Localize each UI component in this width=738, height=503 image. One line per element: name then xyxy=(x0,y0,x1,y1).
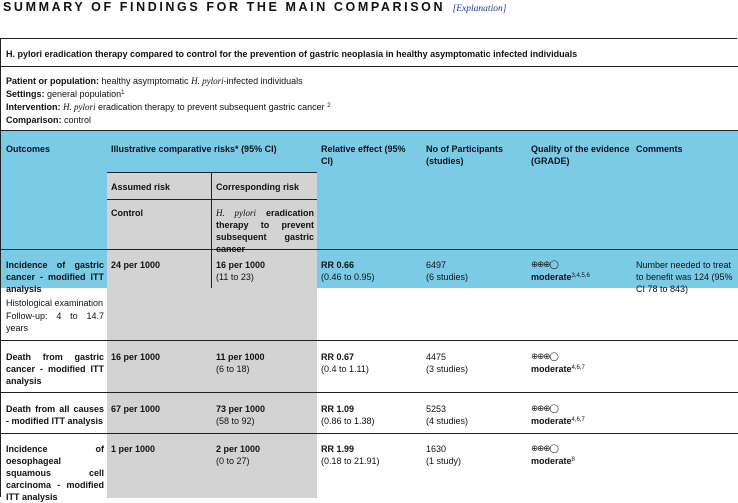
quality-rating: ⊕⊕⊕◯ moderate$^{4,6,7}$ xyxy=(531,352,585,374)
summary-table xyxy=(0,38,737,502)
header-relative-effect: Relative effect (95% CI) xyxy=(321,144,406,166)
relative-effect: RR 0.66 (0.46 to 0.95) xyxy=(321,260,375,282)
participants: 6497 (6 studies) xyxy=(426,260,469,282)
grade-symbols: ⊕⊕⊕◯ xyxy=(531,260,558,270)
table-title: H. pylori eradication therapy compared to control for the prevention of gastric neoplasia in healthy asymptomatic infected individuals xyxy=(6,49,578,59)
header-quality: Quality of the evidence (GRADE) xyxy=(531,144,630,166)
relative-effect: RR 1.99 (0.18 to 21.91) xyxy=(321,444,380,466)
heading-title: SUMMARY OF FINDINGS FOR THE MAIN COMPARISON xyxy=(3,0,446,14)
grade-symbols: ⊕⊕⊕◯ xyxy=(531,352,558,362)
outcome-label: Incidence of oesophageal squamous cell carcinoma - modified ITT analysis xyxy=(6,444,104,502)
header-intervention: H. pylori eradication therapy to prevent subsequent gastric cancer xyxy=(216,208,314,254)
relative-effect: RR 0.67 (0.4 to 1.11) xyxy=(321,352,369,374)
header-illustrative: Illustrative comparative risks* (95% CI) xyxy=(111,144,277,154)
pico-block xyxy=(6,75,331,127)
section-heading xyxy=(3,0,506,14)
table-title-row xyxy=(1,39,738,67)
assumed-risk: 16 per 1000 xyxy=(111,352,161,362)
header-comments: Comments xyxy=(636,144,683,154)
outcome-label: Incidence of gastric cancer - modified ITT analysis xyxy=(6,260,104,294)
header-assumed: Assumed risk xyxy=(111,182,171,192)
intervention-line: Intervention: H. pylori eradication therapy to prevent subsequent gastric cancer $^2$ xyxy=(6,102,331,112)
assumed-risk: 67 per 1000 xyxy=(111,404,161,414)
outcome-detail: Histological examination xyxy=(6,298,104,308)
corresponding-risk: 11 per 1000 (6 to 18) xyxy=(216,352,265,374)
corresponding-risk: 73 per 1000 (58 to 92) xyxy=(216,404,266,426)
quality-rating: ⊕⊕⊕◯ moderate$^{4,6,7}$ xyxy=(531,404,585,426)
comments: Number needed to treat to benefit was 124 (95% CI 78 to 843) xyxy=(636,260,733,294)
explanation-link[interactable]: [Explanation] xyxy=(452,4,507,14)
header-participants: No of Participants (studies) xyxy=(426,144,504,166)
header-control: Control xyxy=(111,208,143,218)
participants: 1630 (1 study) xyxy=(426,444,462,466)
comparison-line: Comparison: control xyxy=(6,115,92,125)
corresponding-risk: 2 per 1000 (0 to 27) xyxy=(216,444,261,466)
outcome-label: Death from gastric cancer - modified ITT analysis xyxy=(6,352,104,386)
participants: 4475 (3 studies) xyxy=(426,352,469,374)
outcome-label: Death from all causes - modified ITT analysis xyxy=(6,404,104,426)
grade-symbols: ⊕⊕⊕◯ xyxy=(531,444,558,454)
quality-rating: ⊕⊕⊕◯ moderate$^8$ xyxy=(531,444,575,466)
relative-effect: RR 1.09 (0.86 to 1.38) xyxy=(321,404,375,426)
header-outcomes: Outcomes xyxy=(6,144,51,154)
header-corresponding: Corresponding risk xyxy=(216,182,300,192)
quality-rating: ⊕⊕⊕◯ moderate$^{3,4,5,6}$ xyxy=(531,260,590,282)
settings-line: Settings: general population$^1$ xyxy=(6,89,125,99)
assumed-risk: 1 per 1000 xyxy=(111,444,156,454)
assumed-risk: 24 per 1000 xyxy=(111,260,161,270)
corresponding-risk: 16 per 1000 (11 to 23) xyxy=(216,260,266,282)
population-line: Patient or population: healthy asymptomatic H. pylori-infected individuals xyxy=(6,76,303,86)
participants: 5253 (4 studies) xyxy=(426,404,469,426)
grade-symbols: ⊕⊕⊕◯ xyxy=(531,404,558,414)
outcome-followup: Follow-up: 4 to 14.7 years xyxy=(6,311,104,333)
